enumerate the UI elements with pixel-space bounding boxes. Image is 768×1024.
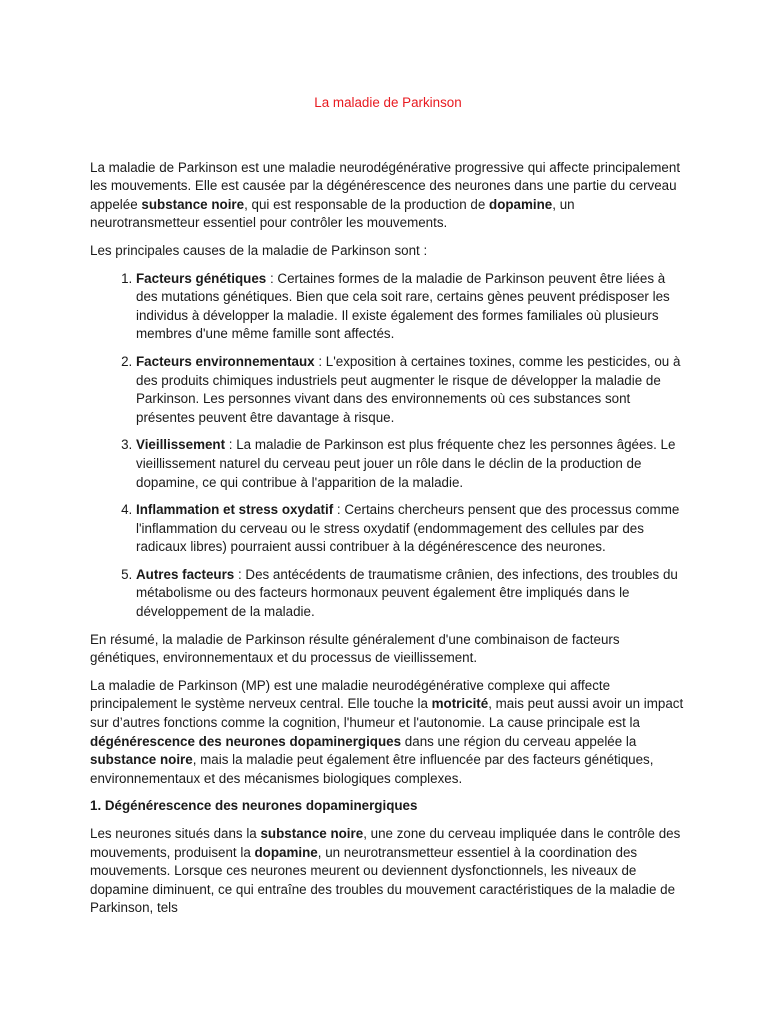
s1-bold-dopamine: dopamine [254, 844, 318, 860]
intro-bold-substance-noire: substance noire [141, 196, 245, 212]
cause-text: : Des antécédents de traumatisme crânien, des infections, des troubles du métabolisme ou des facteurs hormonaux peuvent également être impliqués dans le développement de la maladie. [136, 566, 678, 620]
cause-text: : La maladie de Parkinson est plus fréquente chez les personnes âgées. Le vieillissement naturel du cerveau peut jouer un rôle dans le déclin de la production de dopamine, ce qui contribue à l'apparition de la maladie. [136, 437, 676, 490]
section1-paragraph [90, 825, 686, 918]
list-item [136, 270, 686, 344]
intro-text-2: , qui est responsable de la production de [244, 196, 490, 212]
causes-intro: Les principales causes de la maladie de Parkinson sont : [90, 242, 428, 258]
list-item [136, 566, 686, 622]
cause-term: Facteurs génétiques [136, 270, 267, 286]
mp-text-4: , mais la maladie peut également être influencée par des facteurs génétiques, environnementaux et des mécanismes biologiques complexes. [90, 752, 654, 786]
cause-text: : Certaines formes de la maladie de Parkinson peuvent être liées à des mutations génétiques. Bien que cela soit rare, certains gènes peuvent prédisposer les individus à développer la maladie. Il existe également des formes familiales où plusieurs membres d'une même famille sont affectés. [136, 270, 670, 342]
cause-term: Autres facteurs [136, 566, 235, 582]
list-item [136, 436, 686, 492]
mp-bold-substance-noire: substance noire [90, 752, 193, 768]
list-item [136, 501, 686, 557]
mp-text-2: , mais peut aussi avoir un impact sur d’autres fonctions comme la cognition, l'humeur et l'autonomie. La cause principale est la [90, 696, 684, 731]
cause-term: Facteurs environnementaux [136, 353, 315, 369]
section-heading: 1. Dégénérescence des neurones dopaminergiques [90, 798, 418, 814]
s1-text-3: , un neurotransmetteur essentiel à la coordination des mouvements. Lorsque ces neurones meurent ou deviennent dysfonctionnels, les niveaux de dopamine diminuent, ce qui entraîne des troubles du mouvement caractéristiques de la maladie de Parkinson, tels [90, 844, 676, 916]
document-title: La maladie de Parkinson [314, 95, 462, 110]
mp-bold-motricite: motricité [431, 696, 489, 712]
s1-bold-substance-noire: substance noire [260, 826, 364, 841]
s1-text-2: , une zone du cerveau impliquée dans le contrôle des mouvements, produisent la [90, 826, 681, 860]
intro-text-3: , un neurotransmetteur essentiel pour contrôler les mouvements. [90, 196, 575, 231]
causes-list [90, 270, 686, 622]
mp-text-3: dans une région du cerveau appelée la [401, 733, 637, 749]
cause-text: : Certains chercheurs pensent que des processus comme l'inflammation du cerveau ou le stress oxydatif (endommagement des cellules par des radicaux libres) pourraient aussi contribuer à la dégénérescence des neurones. [136, 502, 680, 555]
cause-term: Vieillissement [136, 437, 226, 453]
s1-text-1: Les neurones situés dans la [90, 826, 261, 841]
cause-text: : L'exposition à certaines toxines, comme les pesticides, ou à des produits chimiques industriels peut augmenter le risque de développer la maladie de Parkinson. Les personnes vivant dans des environnements où ces substances sont présentes peuvent être davantage à risque. [136, 353, 681, 425]
mp-paragraph [90, 677, 686, 789]
intro-paragraph [90, 159, 686, 233]
intro-bold-dopamine: dopamine [489, 196, 553, 212]
list-item [136, 353, 686, 427]
mp-text-1: La maladie de Parkinson (MP) est une maladie neurodégénérative complexe qui affecte principalement le système nerveux central. Elle touche la [90, 677, 611, 712]
summary-paragraph: En résumé, la maladie de Parkinson résulte généralement d'une combinaison de facteurs génétiques, environnementaux et du processus de vieillissement. [90, 631, 620, 666]
cause-term: Inflammation et stress oxydatif [136, 502, 334, 518]
intro-text-1: La maladie de Parkinson est une maladie neurodégénérative progressive qui affecte principalement les mouvements. Elle est causée par la dégénérescence des neurones dans une partie du cerveau appelée [90, 159, 681, 212]
mp-bold-degenerescence: dégénérescence des neurones dopaminergiques [90, 733, 402, 749]
